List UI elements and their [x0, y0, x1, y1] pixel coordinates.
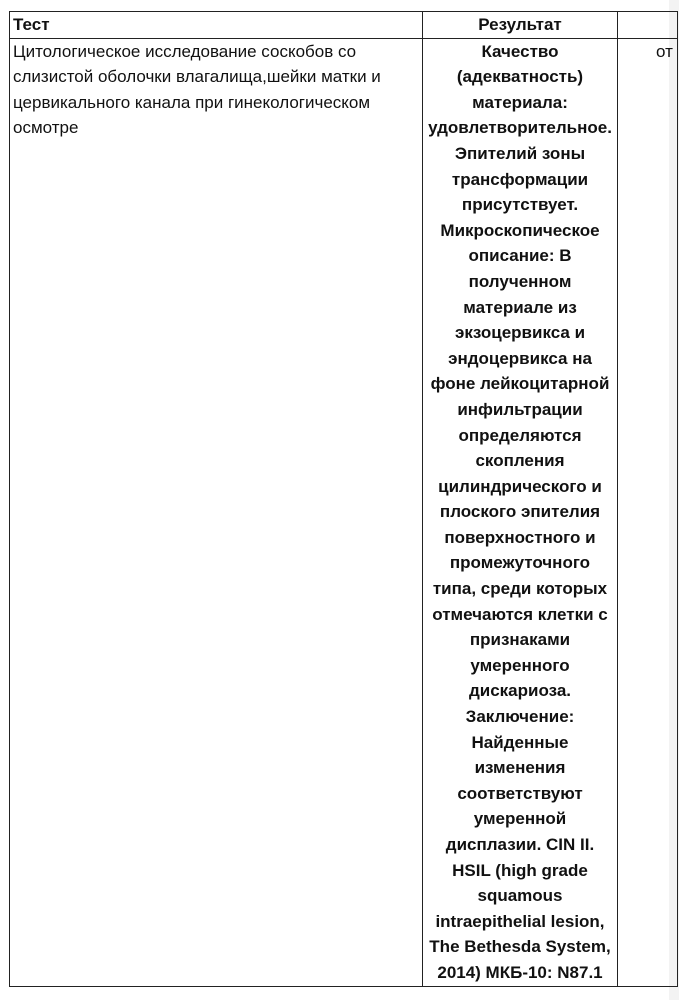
result-line: определяются	[458, 425, 582, 445]
result-line: 2014) МКБ-10: N87.1	[437, 962, 603, 982]
table-row	[10, 38, 678, 986]
header-test: Тест	[10, 12, 423, 39]
result-line: цилиндрического и	[438, 476, 602, 496]
result-line: отмечаются клетки с	[432, 604, 608, 624]
test-line: Цитологическое исследование соскобов со	[13, 41, 357, 61]
result-line: присутствует.	[461, 195, 579, 215]
result-line: материала:	[472, 92, 568, 112]
result-line: промежуточного	[449, 553, 591, 573]
result-line: фоне лейкоцитарной	[430, 374, 610, 394]
result-line: поверхностного и	[444, 527, 596, 547]
result-line: типа, среди которых	[432, 579, 608, 599]
test-line: цервикального канала при гинекологическом	[13, 92, 371, 112]
result-cell	[423, 38, 618, 986]
result-line: intraepithelial lesion,	[435, 911, 605, 931]
result-line: умеренной	[473, 809, 567, 829]
result-line: соответствуют	[457, 783, 583, 803]
header-third	[618, 12, 678, 39]
result-line: squamous	[477, 886, 563, 906]
result-line: (адекватность)	[456, 67, 584, 87]
table-header-row	[10, 12, 678, 39]
result-line: дискариоза.	[468, 681, 572, 701]
result-line: The Bethesda System,	[429, 937, 611, 957]
result-line: Заключение:	[465, 707, 575, 727]
result-line: Микроскопическое	[440, 220, 600, 240]
result-line: HSIL (high grade	[452, 860, 588, 880]
test-line: осмотре	[13, 118, 79, 138]
result-line: скопления	[475, 451, 565, 471]
result-line: эндоцервикса на	[448, 348, 592, 368]
result-line: трансформации	[451, 169, 589, 189]
result-line: материале из	[463, 297, 577, 317]
third-cell: от	[618, 38, 678, 986]
result-line: дисплазии. CIN II.	[445, 835, 595, 854]
result-line: плоского эпителия	[439, 502, 601, 522]
result-line: Эпителий зоны	[454, 143, 586, 163]
results-table	[9, 11, 678, 987]
result-line: умеренного	[470, 655, 570, 675]
result-line: признаками	[469, 630, 571, 650]
result-line: удовлетворительное.	[428, 118, 612, 138]
result-line: экзоцервикса и	[454, 323, 586, 343]
header-result: Результат	[423, 12, 618, 39]
test-line: слизистой оболочки влагалища,шейки матки и	[13, 67, 381, 87]
result-line: Найденные	[471, 732, 569, 752]
result-line: описание: В	[468, 246, 572, 266]
result-line: изменения	[474, 758, 566, 778]
result-line: полученном	[468, 271, 572, 291]
result-line: Качество	[481, 41, 559, 61]
result-line: инфильтрации	[457, 399, 583, 419]
test-cell	[10, 38, 423, 986]
